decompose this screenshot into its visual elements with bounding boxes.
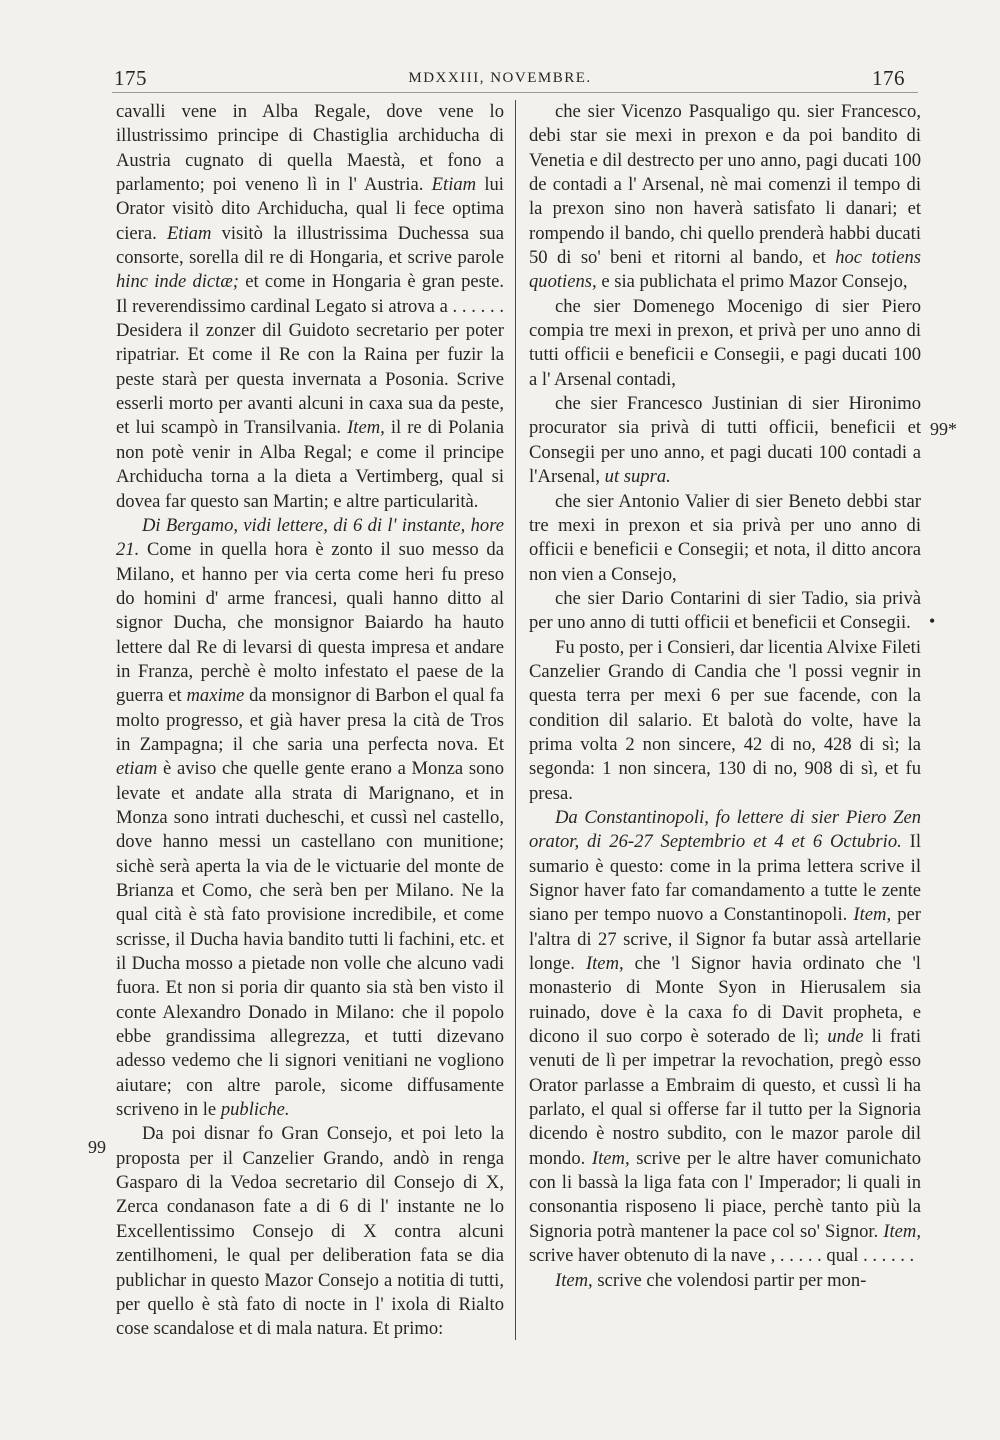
paragraph (116, 1122, 504, 1341)
text: li frati venuti de lì per impetrar la revochation, pregò esso Orator parlasse a Embraim di questo, et cussì li ha parlato, el qual si offerse far il tutto per la Signoria dicendo è nostro subdito, con le mazor parole dil mondo. (529, 1026, 922, 1169)
italic-text: hinc inde dictæ; (116, 271, 239, 293)
text: da monsignor di Barbon el qual fa molto progresso, et già haver presa la cità de Tros in Zampagna; il che saria una perfecta nova. Et (116, 685, 504, 755)
column-divider (515, 100, 516, 1340)
text: visitò la illustrissima Duchessa sua consorte, sorella dil re di Hongaria, et scrive parole (116, 222, 504, 269)
italic-text: Etiam (431, 174, 477, 196)
text: il re di Polania non potè venir in Alba Regal; e come il principe Archiducha torna a la dieta a Vertimberg, qual si dovea far questo san Martin; e altre particularità. (116, 417, 504, 512)
text: che sier Antonio Valier di sier Beneto debbi star tre mexi in prexon et sia privà per uno anno di officii e beneficii e Consegii; et nota, il ditto ancora non vien a Consejo, (529, 490, 921, 585)
text: Il sumario è questo: come in la prima lettera scrive il Signor haver fato far comandamento a tutte le zente siano per tempo nuovo a Constantinopoli. (529, 831, 921, 926)
paragraph (529, 100, 921, 295)
paragraph (529, 490, 921, 587)
text: scrive che volendosi partir per mon- (597, 1269, 867, 1291)
text: cavalli vene in Alba Regale, dove vene lo illustrissimo principe di Chastiglia archiducha di Austria cugnato di quella Maestà, et fono a parlamento; poi veneno lì in l' Austria. (116, 101, 504, 196)
italic-text: unde (827, 1026, 864, 1048)
text: che sier Vicenzo Pasqualigo qu. sier Francesco, debi star sie mexi in prexon e da poi bandito di Venetia e dil destrecto per uno anno, pagi ducati 100 de contadi a l' Arsenal, nè mai comenzi il tempo di la prexon sino non haverà satisfato li danari; et rompendo il bando, chi quello prenderà habbi ducati 50 di so' beni et ritorni al bando, et (529, 101, 921, 269)
text: che sier Francesco Justinian di sier Hironimo procurator sia privà di tutti officii, beneficii et Consegii per uno anno, et pagi ducati 100 contadi a l'Arsenal, (529, 393, 921, 488)
paragraph (116, 514, 504, 1123)
italic-text: Item, (585, 953, 624, 975)
paragraph (529, 587, 921, 636)
italic-text: publiche. (220, 1099, 290, 1121)
text: et come in Hongaria è gran peste. Il reverendissimo cardinal Legato si atrova a . . . . . . Desidera il zonzer dil Guidoto secretario per poter ripatriar. Et come il Re con la Raina per fuzir la peste starà per questa invernata a Posonia. Scrive esserli morto per avanti alcuni in caxa sua da peste, et lui scampò in Transilvania. (116, 271, 504, 439)
italic-text: Di Bergamo, vidi lettere, di 6 di l' instante, hore 21. (116, 514, 504, 561)
paragraph (529, 392, 921, 489)
italic-text: maxime (186, 685, 245, 707)
paragraph (529, 295, 921, 392)
italic-text: Item, (591, 1147, 630, 1169)
right-column (529, 100, 921, 1293)
italic-text: Item, (883, 1220, 921, 1242)
text: che 'l Signor havia ordinato che 'l monasterio di Monte Syon in Hierusalem sia ruinado, dove è la caxa fo di Davit propheta, e dicono il suo corpo è soterado de lì; (529, 953, 921, 1048)
italic-text: Etiam (166, 222, 212, 244)
text: scrive haver obtenuto di la nave , . . . . . qual . . . . . . (529, 1245, 915, 1267)
text: per l'altra di 27 scrive, il Signor fa butar assà artellarie longe. (529, 904, 921, 975)
italic-text: Item, (853, 904, 892, 926)
italic-text: etiam (116, 758, 158, 780)
text: è aviso che quelle gente erano a Monza sono levate et andate alla strata di Marignano, et in Monza sono intrati ducheschi, et cussì nel castello, dove hanno messi un castellano con munitione; sichè serà aperta la via de le victuarie del monte de Brianza et Como, che serà ben per Milano. Ne la qual cità è stà fato provisione incredibile, et come scrisse, il Ducha havia bandito tutti li fachini, etc. et il Ducha mosso a pietade non volle che alcuno vadi fuora. Et non si poria dir quanto sia stà ben visto il conte Alexandro Donado in Milano: che il popolo ebbe grandissima allegrezza, et tutti dizevano adesso vedemo che li signori venitiani ne vogliono aiutare; con altre parole, sicome diffusamente scriveno in le (116, 758, 504, 1121)
margin-note-right: 99* (930, 419, 957, 439)
italic-text: hoc totiens quotiens, (529, 247, 922, 293)
paragraph (529, 806, 921, 1269)
text: che sier Domenego Mocenigo di sier Piero compia tre mexi in prexon, et privà per uno anno di tutti officii e beneficii e Consegii, e pagi ducati 100 a l' Arsenal contadi, (529, 295, 921, 390)
text: Fu posto, per i Consieri, dar licentia Alvixe Fileti Canzelier Grando di Candia che 'l possi vegnir in questa terra per mexi 6 per sue facende, con la condition dil salario. Et balotà do volte, have la prima volta 2 non sincere, 42 di no, 428 di sì; la segonda: 1 non sincera, 130 di no, 908 di sì, et fu presa. (529, 636, 921, 804)
margin-mark-right: • (929, 611, 936, 631)
text: Da poi disnar fo Gran Consejo, et poi leto la proposta per il Canzelier Grando, andò in renga Gasparo di la Vedoa secretario dil Consejo di X, Zerca condanason fate a di 6 di l' instante ne lo Excellentissimo Consejo di X contra alcuni zentilhomeni, le qual per deliberation fata se dia publichar in questo Mazor Consejo a notitia di tutti, per quello è stà fato di nocte in l' ixola di Rialto cose scandalose et di mala natura. Et primo: (116, 1123, 504, 1340)
page-number-left: 175 (114, 66, 147, 90)
italic-text: Item, (555, 1269, 593, 1291)
margin-note-left: 99 (88, 1137, 106, 1157)
paragraph (529, 636, 921, 806)
page-number-right: 176 (872, 66, 905, 90)
paragraph (116, 100, 504, 514)
left-column (116, 100, 504, 1342)
italic-text: Da Constantinopoli, fo lettere di sier Piero Zen orator, di 26-27 Septembrio et 4 et 6 Octubrio. (529, 806, 921, 853)
italic-text: Item, (347, 417, 385, 439)
italic-text: ut supra. (604, 466, 671, 488)
text: che sier Dario Contarini di sier Tadio, sia privà per uno anno di tutti officii et beneficii et Consegii. (529, 587, 921, 634)
text: e sia publichata el primo Mazor Consejo, (601, 271, 908, 293)
paragraph (529, 1269, 921, 1293)
running-title: MDXXIII, NOVEMBRE. (408, 70, 592, 86)
text: scrive per le altre haver comunichato con li bassà la liga fata con l' Imperador; li quali in consonantia risposeno li piace, perchè tanto più la Signoria potrà mantener la pace col so' Signor. (529, 1147, 921, 1242)
header-rule (112, 92, 918, 93)
text: lui Orator visitò dito Archiducha, qual li fece optima ciera. (116, 174, 504, 244)
text: Come in quella hora è zonto il suo messo da Milano, et hanno per via certa come heri fu preso do homini d' arme francesi, quali hanno ditto al signor Ducha, che monsignor Baiardo ha hauto lettere dal Re di levarsi di questa impresa et andare in Franza, perchè è molto infestato el paese de la guerra et (116, 539, 504, 707)
